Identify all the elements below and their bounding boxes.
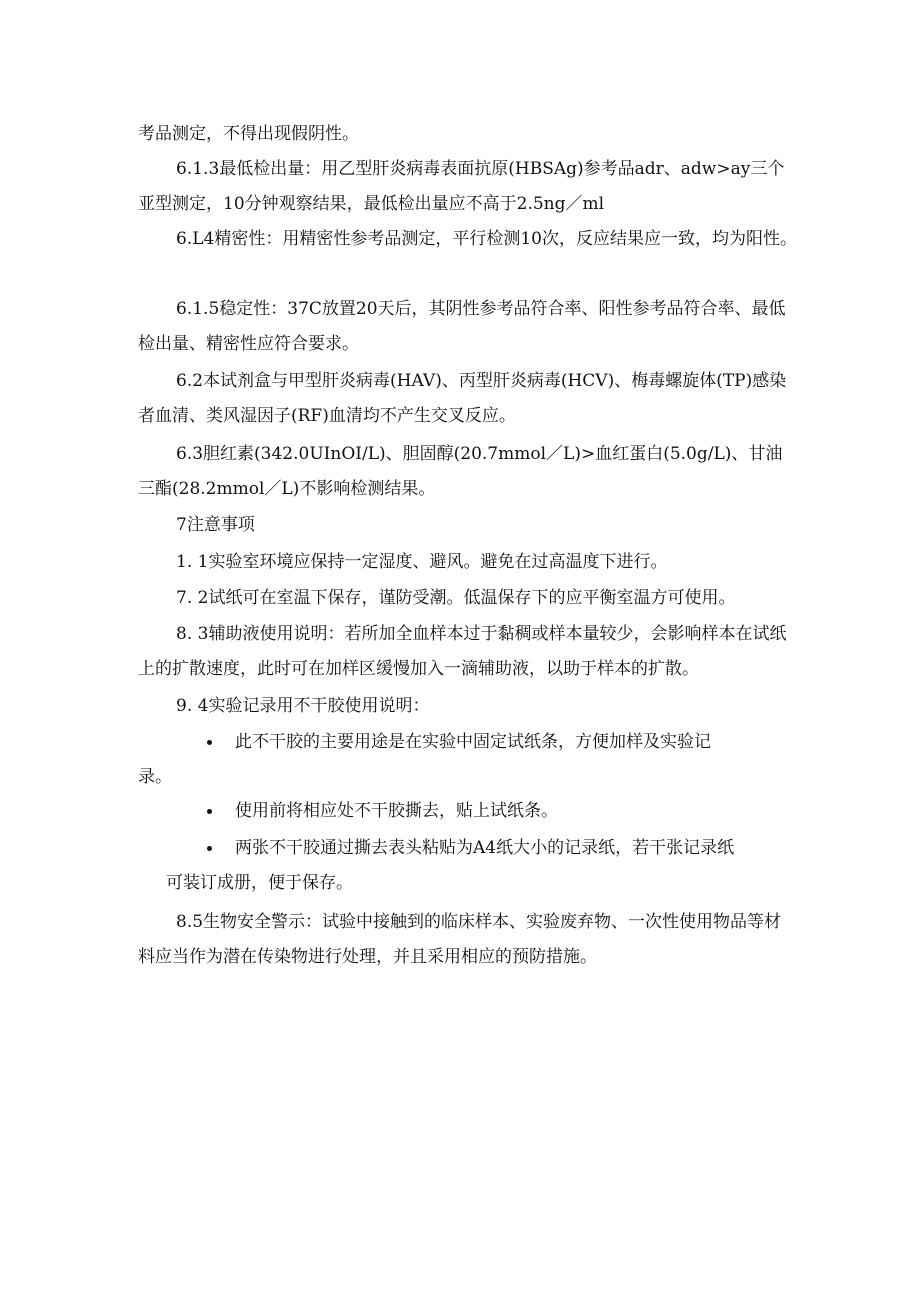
bullet-item-3-line-1: 两张不干胶通过撕去表头粘贴为A4纸大小的记录纸，若干张记录纸 xyxy=(235,838,735,858)
paragraph-continuation: 考品测定，不得出现假阴性。 xyxy=(138,124,359,144)
bullet-dot-icon xyxy=(207,846,212,851)
paragraph-6-1-3: 6.1.3最低检出量：用乙型肝炎病毒表面抗原(HBSAg)参考品adr、adw>ay三个亚型测定，10分钟观察结果，最低检出量应不高于2.5ng／ml xyxy=(138,159,785,214)
paragraph-7-3: 8. 3辅助液使用说明：若所加全血样本过于黏稠或样本量较少，会影响样本在试纸上的扩散速度，此时可在加样区缓慢加入一滴辅助液，以助于样本的扩散。 xyxy=(138,624,787,679)
bullet-item-1-line-1: 此不干胶的主要用途是在实验中固定试纸条，方便加样及实验记 xyxy=(235,732,711,752)
paragraph-7-1: 1. 1实验室环境应保持一定湿度、避风。避免在过高温度下进行。 xyxy=(176,552,668,572)
bullet-dot-icon xyxy=(207,740,212,745)
paragraph-6-3: 6.3胆红素(342.0UInOI/L)、胆固醇(20.7mmol／L)>血红蛋白(5.0g/L)、甘油三酯(28.2mmol／L)不影响检测结果。 xyxy=(138,444,783,499)
bullet-item-1-line-2: 录。 xyxy=(138,767,172,787)
paragraph-6-2: 6.2本试剂盒与甲型肝炎病毒(HAV)、丙型肝炎病毒(HCV)、梅毒螺旋体(TP)感染者血清、类风湿因子(RF)血清均不产生交叉反应。 xyxy=(138,371,787,426)
bullet-dot-icon xyxy=(207,809,212,814)
paragraph-7-2: 7. 2试纸可在室温下保存，谨防受潮。低温保存下的应平衡室温方可使用。 xyxy=(176,588,736,608)
section-heading-7: 7注意事项 xyxy=(176,515,255,535)
bullet-item-3-line-2: 可装订成册，便于保存。 xyxy=(166,873,353,893)
paragraph-6-1-4: 6.L4精密性：用精密性参考品测定，平行检测10次，反应结果应一致，均为阳性。 xyxy=(176,229,797,249)
paragraph-6-1-5: 6.1.5稳定性：37C放置20天后，其阴性参考品符合率、阳性参考品符合率、最低检出量、精密性应符合要求。 xyxy=(138,299,786,354)
paragraph-8-5: 8.5生物安全警示：试验中接触到的临床样本、实验废弃物、一次性使用物品等材料应当作为潜在传染物进行处理，并且采用相应的预防措施。 xyxy=(138,912,782,967)
bullet-item-2: 使用前将相应处不干胶撕去，贴上试纸条。 xyxy=(235,801,558,821)
paragraph-7-4: 9. 4实验记录用不干胶使用说明： xyxy=(176,696,430,716)
